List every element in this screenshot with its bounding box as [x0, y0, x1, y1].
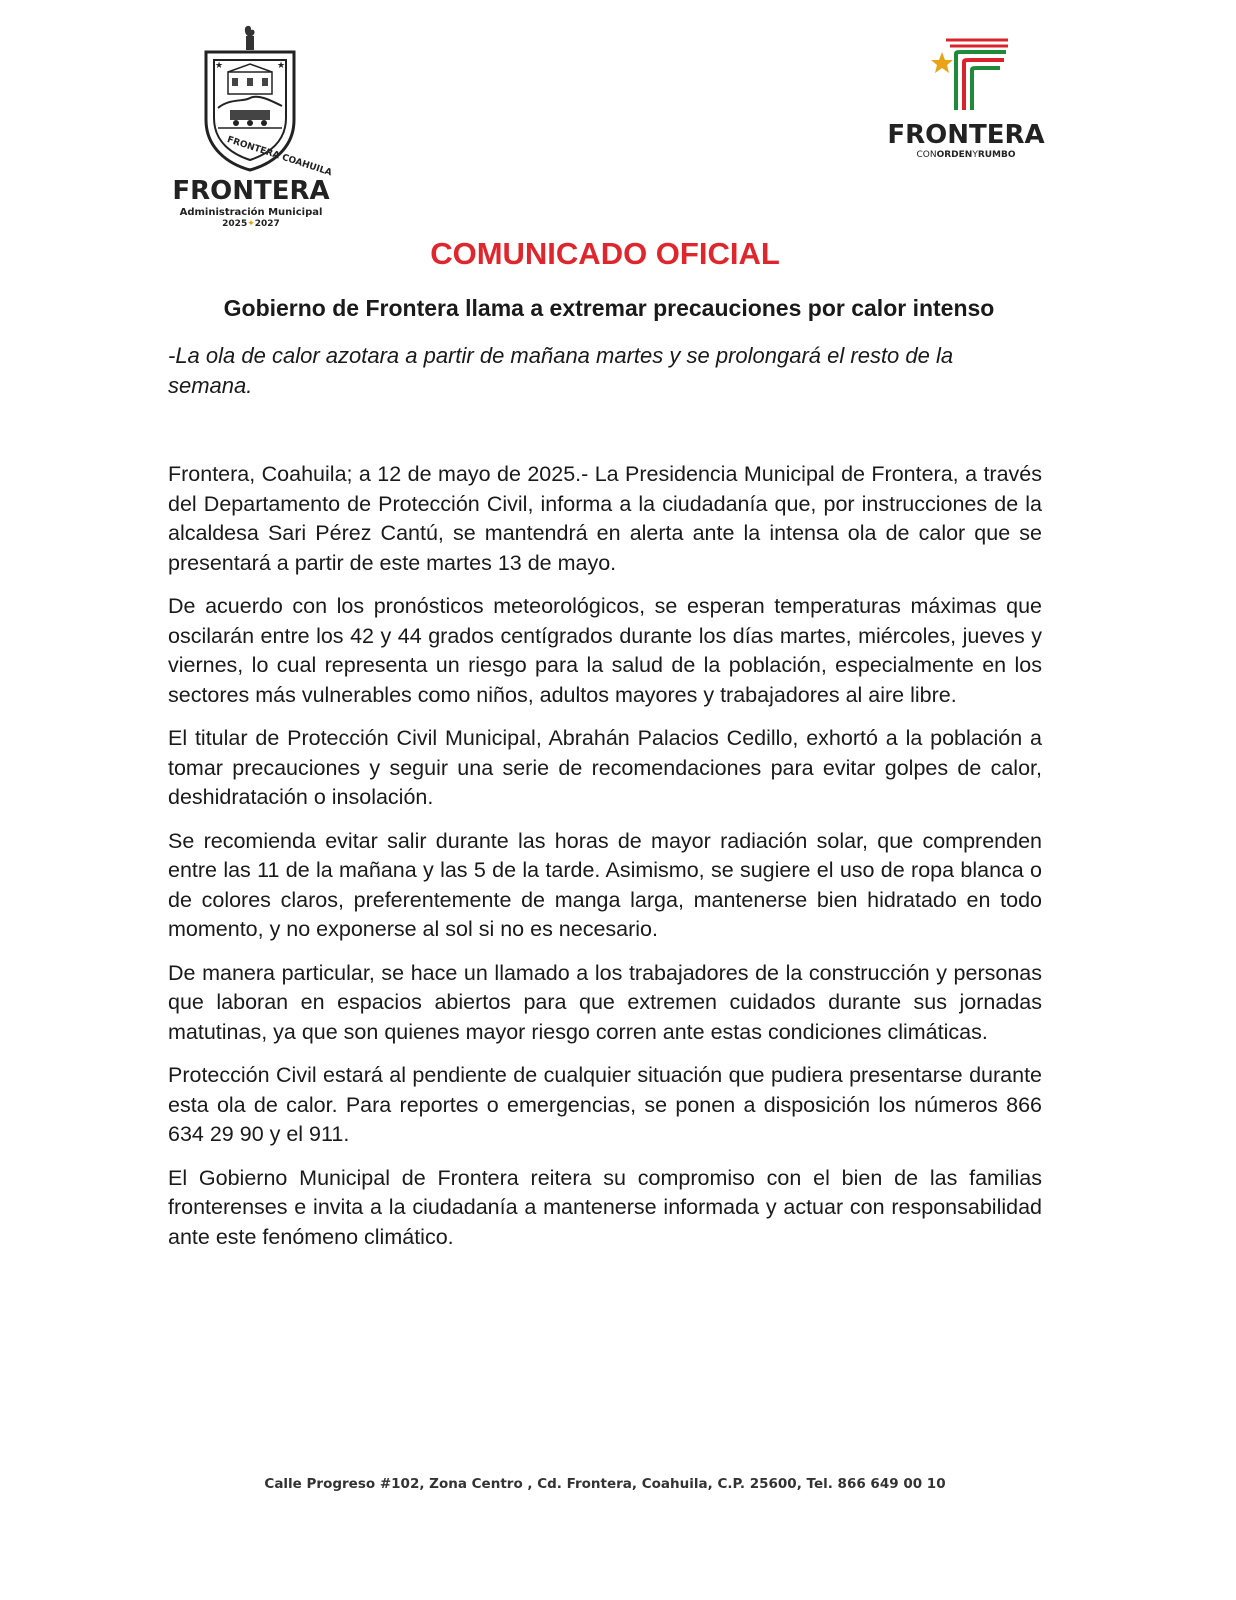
body-paragraph: Se recomienda evitar salir durante las horas de mayor radiación solar, que comprenden entre las 11 de la mañana y las 5 de la tarde. Asimismo, se sugiere el uso de ropa blanca o de colores claros, preferentemente de manga larga, mantenerse bien hidratado en todo momento, y no exponerse al sol si no es necesario.	[168, 828, 1042, 941]
left-logo-name: FRONTERA	[172, 176, 330, 206]
document-body	[168, 460, 1042, 1266]
body-paragraph: Protección Civil estará al pendiente de cualquier situación que pudiera presentarse durante esta ola de calor. Para reportes o emergencias, se ponen a disposición los números 866 634 29 90 y el 911.	[168, 1063, 1042, 1146]
city-seal-icon	[200, 24, 333, 179]
svg-text:★: ★	[215, 61, 224, 71]
body-paragraph: De manera particular, se hace un llamado a los trabajadores de la construcción y personas que laboran en espacios abiertos para que extremen cuidados durante sus jornadas matutinas, ya que son quienes mayor riesgo corren ante estas condiciones climáticas.	[168, 960, 1042, 1044]
slogan-bold: ORDEN	[936, 150, 973, 160]
body-paragraph: El Gobierno Municipal de Frontera reitera su compromiso con el bien de las familias fronterenses e invita a la ciudadanía a mantenerse informada y actuar con responsabilidad ante este fenómeno climático.	[168, 1165, 1042, 1249]
body-paragraph: El titular de Protección Civil Municipal, Abrahán Palacios Cedillo, exhortó a la población a tomar precauciones y seguir una serie de recomendaciones para evitar golpes de calor, deshidratación o insolación.	[168, 726, 1042, 809]
frontera-f-mark-icon	[932, 36, 1016, 116]
svg-text:FRONTERA COAHUILA: FRONTERA COAHUILA	[225, 135, 333, 179]
body-paragraph: Frontera, Coahuila; a 12 de mayo de 2025.- La Presidencia Municipal de Frontera, a través del Departamento de Protección Civil, informa a la ciudadanía que, por instrucciones de la alcaldesa Sari Pérez Cantú, se mantendrá en alerta ante la intensa ola de calor que se presentará a partir de este martes 13 de mayo.	[168, 462, 1042, 575]
slogan-prefix: CON	[916, 150, 937, 160]
frontera-brand-logo	[880, 36, 1060, 166]
year-start: 2025	[222, 219, 248, 229]
right-logo-name: FRONTERA	[887, 120, 1045, 150]
left-logo-years	[166, 219, 336, 229]
slogan-mid: Y	[972, 150, 978, 160]
document-title: COMUNICADO OFICIAL	[430, 236, 780, 271]
municipal-administration-logo	[166, 24, 336, 229]
right-logo-slogan	[880, 150, 1052, 160]
year-separator-star-icon: ✦	[247, 219, 255, 229]
subheadline: -La ola de calor azotara a partir de mañana martes y se prolongará el resto de la semana.	[168, 343, 954, 398]
left-logo-subtitle: Administración Municipal	[179, 207, 323, 218]
year-end: 2027	[254, 219, 280, 229]
headline: Gobierno de Frontera llama a extremar precauciones por calor intenso	[223, 295, 995, 321]
footer-address: Calle Progreso #102, Zona Centro , Cd. Frontera, Coahuila, C.P. 25600, Tel. 866 649 00 10	[264, 1476, 946, 1492]
svg-text:★: ★	[277, 61, 286, 71]
body-paragraph: De acuerdo con los pronósticos meteorológicos, se esperan temperaturas máximas que oscilarán entre los 42 y 44 grados centígrados durante los días martes, miércoles, jueves y viernes, lo cual representa un riesgo para la salud de la población, especialmente en los sectores más vulnerables como niños, adultos mayores y trabajadores al aire libre.	[168, 594, 1042, 707]
slogan-end: RUMBO	[977, 150, 1016, 160]
